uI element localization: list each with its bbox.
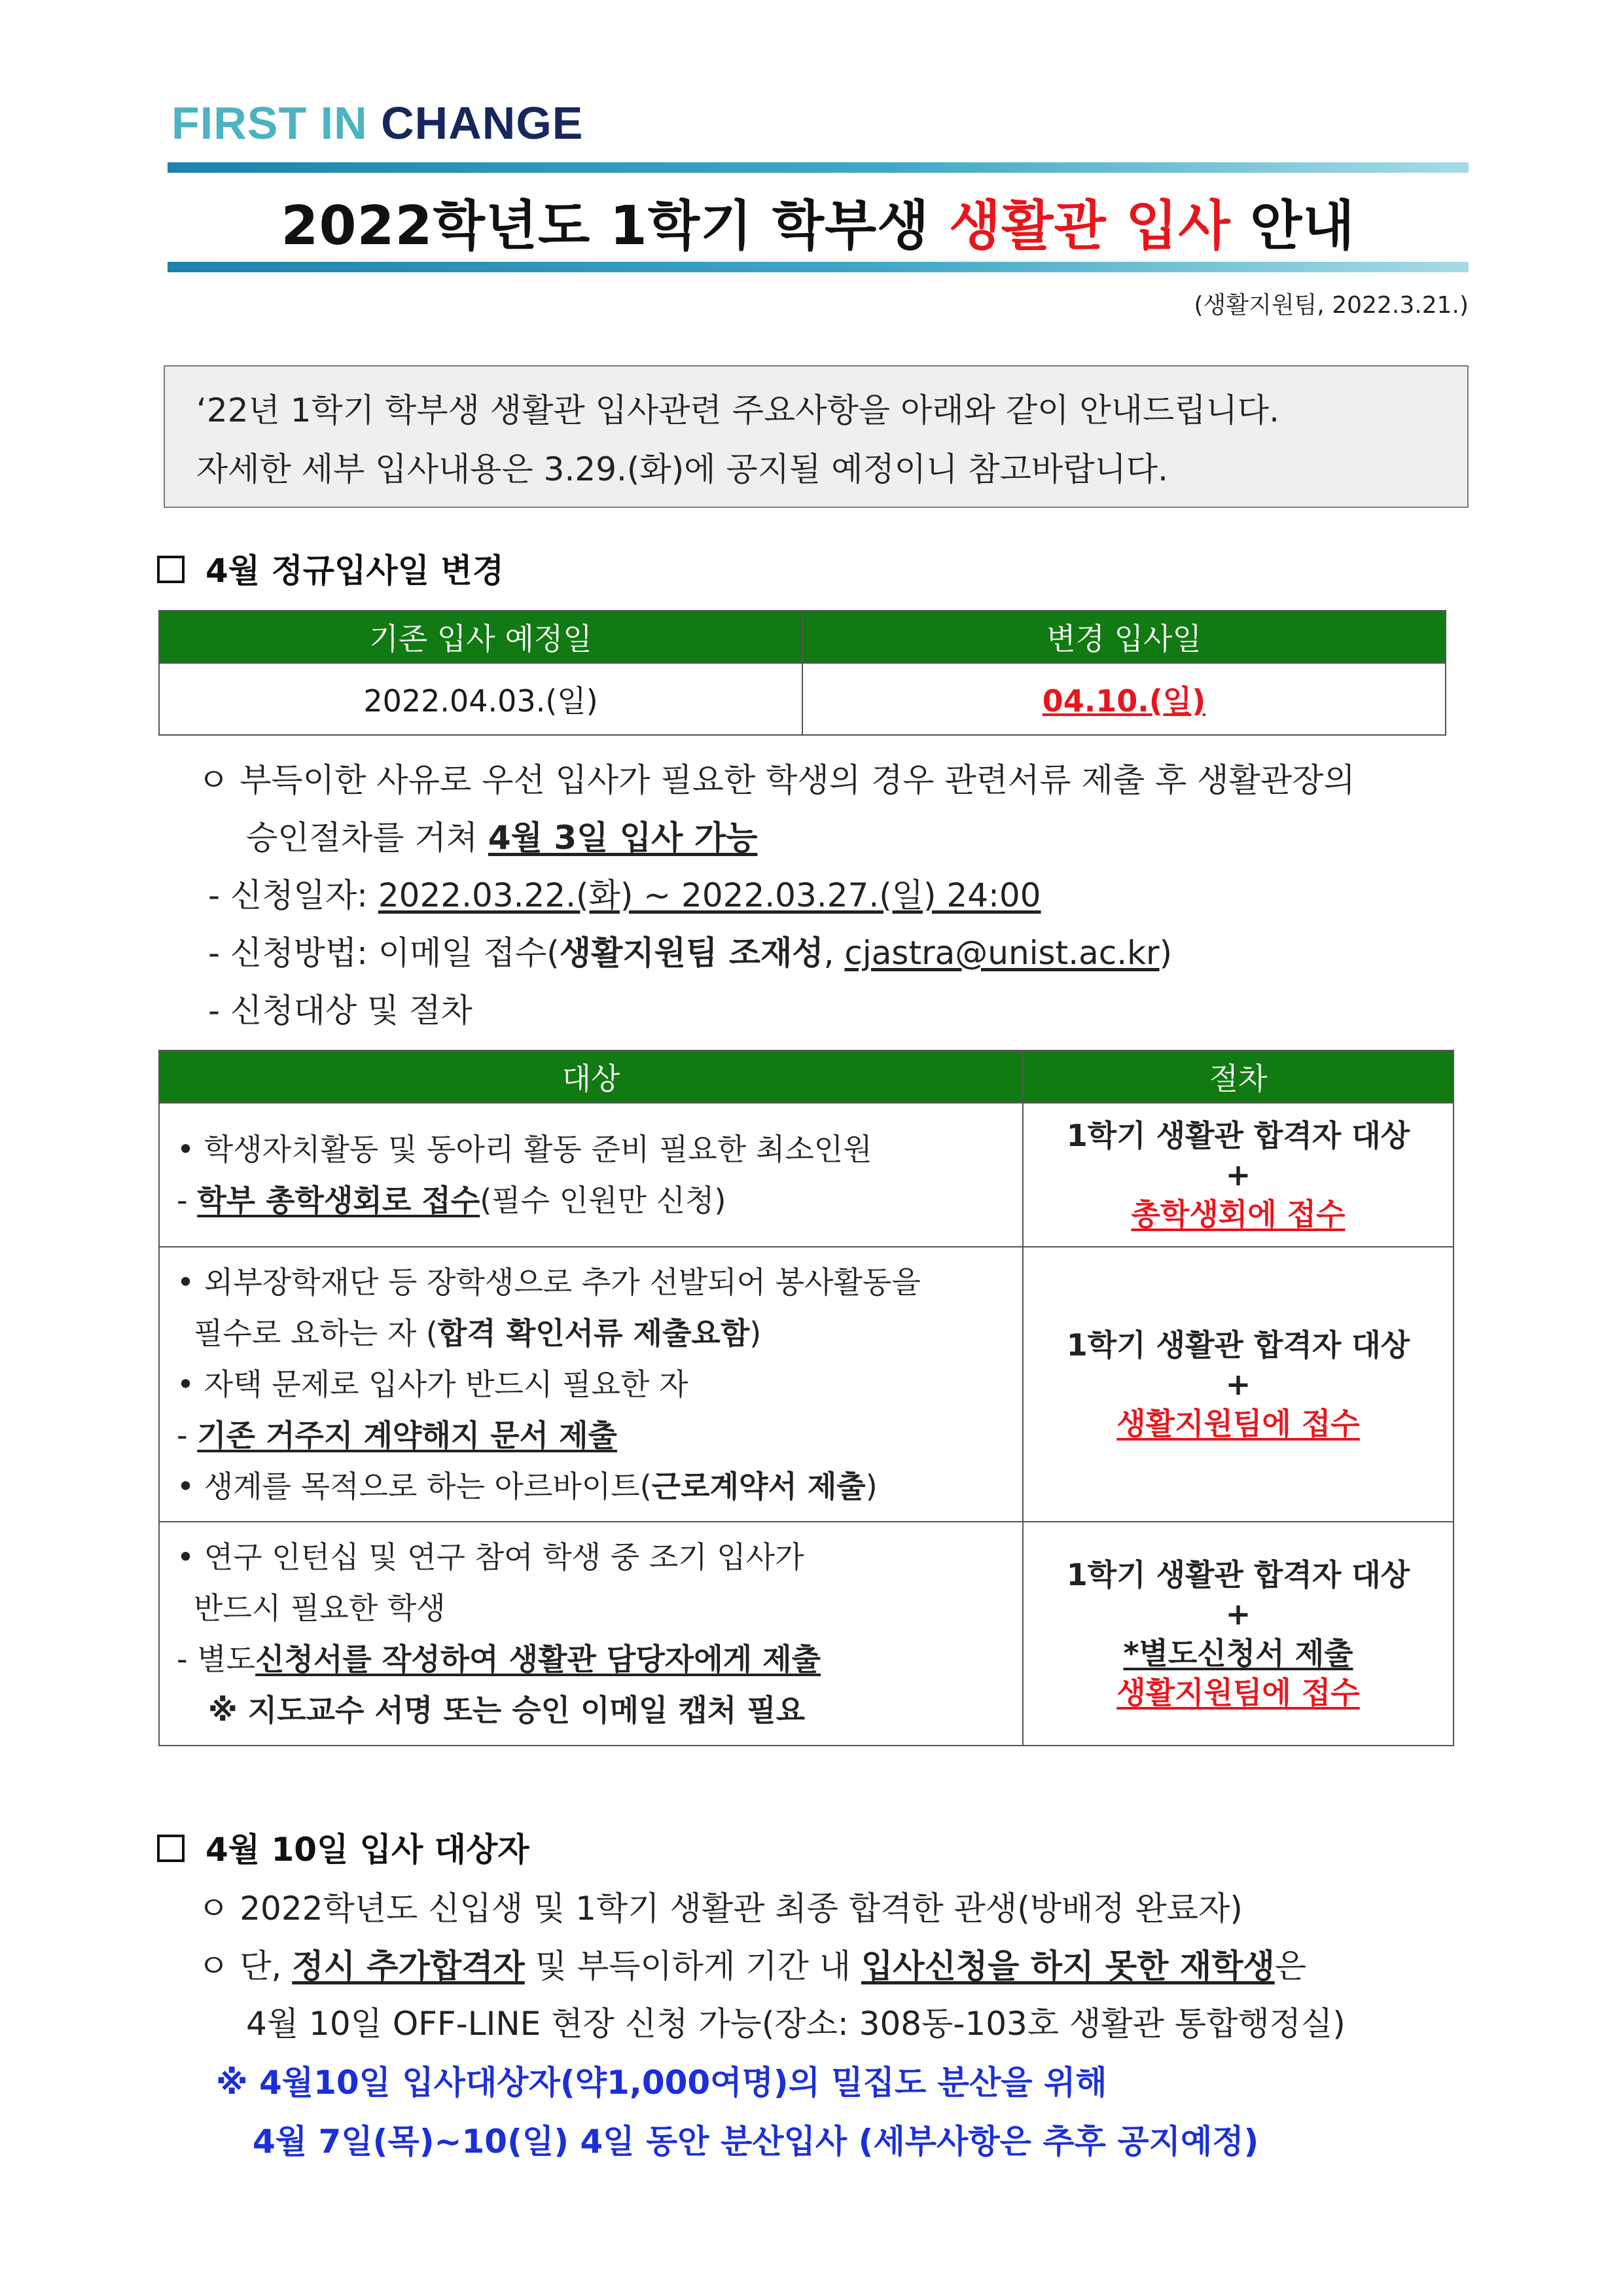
bullet-highlight: 정시 추가합격자 [292,1947,525,1985]
title-bottom-bar [168,262,1469,272]
note-line-1: ※ 4월10일 입사대상자(약1,000여명)의 밀집도 분산을 위해 [216,2064,1107,2102]
target-text: 필수로 요하는 자 ( [194,1316,438,1351]
target-highlight: 신청서를 작성하여 생활관 담당자에게 제출 [255,1641,821,1677]
apply-date-value: 2022.03.22.(화) ~ 2022.03.27.(일) 24:00 [378,876,1041,914]
section-1-title: 4월 정규입사일 변경 [205,552,505,590]
target-highlight: 근로계약서 제출 [651,1469,866,1504]
target-note: ※ 지도교수 서명 또는 승인 이메일 캡처 필요 [208,1693,806,1728]
plus-sign: + [1225,1157,1251,1193]
table-header: 기존 입사 예정일 [159,611,802,663]
target-highlight: 합격 확인서류 제출요함 [437,1316,750,1351]
target-text: (필수 인원만 신청) [480,1183,726,1218]
notice-line-1: ‘22년 1학기 학부생 생활관 입사관련 주요사항을 아래와 같이 안내드립니다. [196,391,1280,429]
table-row [159,1103,1454,1247]
apply-method-end: ) [1159,934,1173,972]
procedure-cell [1023,1103,1454,1247]
changed-date-cell: 04.10.(일) [802,663,1446,735]
title-red-part: 생활관 입사 [949,195,1231,257]
bullet-exception-line [198,1940,1306,1987]
bullet-priority-line-1: ㅇ 부득이한 사유로 우선 입사가 필요한 학생의 경우 관련서류 제출 후 생활관장의 [198,761,1355,799]
procedure-line: 1학기 생활관 합격자 대상 [1066,1327,1410,1363]
target-text: - [177,1183,198,1218]
table-header: 변경 입사일 [802,611,1446,663]
apply-date-label: - 신청일자: [208,876,378,914]
checkbox-square-icon [157,556,185,583]
bullet-text: 및 부득이하게 기간 내 [524,1947,861,1985]
original-date-cell: 2022.04.03.(일) [159,663,802,735]
notice-line-2: 자세한 세부 입사내용은 3.29.(화)에 공지될 예정이니 참고바랍니다. [196,450,1168,488]
table-header: 절차 [1023,1050,1454,1103]
apply-method-team: 생활지원팀 조재성 [559,934,824,972]
title-part2: 안내 [1230,195,1355,257]
procedure-submit: 생활지원팀에 접수 [1116,1406,1360,1441]
apply-method-label: - 신청방법: 이메일 접수( [208,934,560,972]
apply-target-line: - 신청대상 및 절차 [208,992,473,1030]
apply-date-line [208,869,1041,916]
section-2-title: 4월 10일 입사 대상자 [205,1831,529,1869]
target-line: 반드시 필요한 학생 [194,1590,446,1626]
page-title [168,183,1469,260]
plus-sign: + [1225,1596,1251,1632]
bullet-text: 승인절차를 거쳐 [246,819,488,857]
procedure-cell [1023,1522,1454,1746]
note-line-2: 4월 7일(목)~10(일) 4일 동안 분산입사 (세부사항은 추후 공지예정) [253,2123,1259,2161]
issuer-date: (생활지원팀, 2022.3.21.) [1194,292,1469,319]
target-text: ) [749,1316,762,1351]
target-line [177,1308,1005,1359]
bullet-text: 은 [1274,1947,1307,1985]
procedure-separate-form: *별도신청서 제출 [1123,1636,1353,1671]
title-top-bar [168,162,1469,173]
target-highlight: 기존 거주지 계약해지 문서 제출 [197,1418,617,1453]
table-header: 대상 [159,1050,1023,1103]
procedure-submit: 총학생회에 접수 [1131,1196,1346,1232]
target-line [177,1175,1005,1226]
bullet-target-line: ㅇ 2022학년도 신입생 및 1학기 생활관 최종 합격한 관생(방배정 완료자) [198,1890,1243,1928]
target-line [177,1634,1005,1685]
brand-logo [171,97,583,149]
target-line [177,1410,1005,1461]
target-line: • 연구 인턴십 및 연구 참여 학생 중 조기 입사가 [177,1539,804,1575]
section-heading-2 [157,1823,529,1871]
bullet-text: ㅇ 단, [198,1947,293,1985]
target-text: - [177,1418,198,1453]
target-text: - 별도 [177,1641,256,1677]
bullet-priority-line-2 [246,812,758,859]
apply-method-sep: , [823,934,845,972]
table-row [159,1522,1454,1746]
procedure-line: 1학기 생활관 합격자 대상 [1066,1557,1410,1592]
bullet-offline-line: 4월 10일 OFF-LINE 현장 신청 가능(장소: 308동-103호 생활관 통합행정실) [246,2005,1346,2043]
checkbox-square-icon [157,1835,185,1862]
email-link[interactable]: cjastra@unist.ac.kr [844,934,1160,972]
target-line: • 자택 문제로 입사가 반드시 필요한 자 [177,1367,688,1402]
section-heading-1 [157,545,504,592]
target-text: • 생계를 목적으로 하는 아르바이트( [177,1469,652,1504]
procedure-table [158,1050,1454,1746]
logo-first-text: FIRST IN [171,98,382,149]
bullet-highlight: 4월 3일 입사 가능 [488,819,758,857]
move-in-date-table [158,610,1446,736]
plus-sign: + [1225,1367,1251,1402]
table-row [159,1247,1454,1522]
target-line: • 학생자치활동 및 동아리 활동 준비 필요한 최소인원 [177,1132,872,1167]
target-line: • 외부장학재단 등 장학생으로 추가 선발되어 봉사활동을 [177,1265,921,1300]
target-cell [159,1247,1023,1522]
procedure-cell [1023,1247,1454,1522]
apply-method-line [208,927,1172,974]
procedure-line: 1학기 생활관 합격자 대상 [1066,1118,1410,1153]
target-highlight: 학부 총학생회로 접수 [197,1183,480,1218]
target-text: ) [865,1469,878,1504]
target-cell [159,1522,1023,1746]
procedure-submit: 생활지원팀에 접수 [1116,1675,1360,1710]
target-cell [159,1103,1023,1247]
title-part1: 2022학년도 1학기 학부생 [281,195,950,257]
logo-change-text: CHANGE [381,98,584,149]
target-line [177,1461,1005,1512]
bullet-highlight: 입사신청을 하지 못한 재학생 [861,1947,1275,1985]
notice-box [164,365,1469,508]
